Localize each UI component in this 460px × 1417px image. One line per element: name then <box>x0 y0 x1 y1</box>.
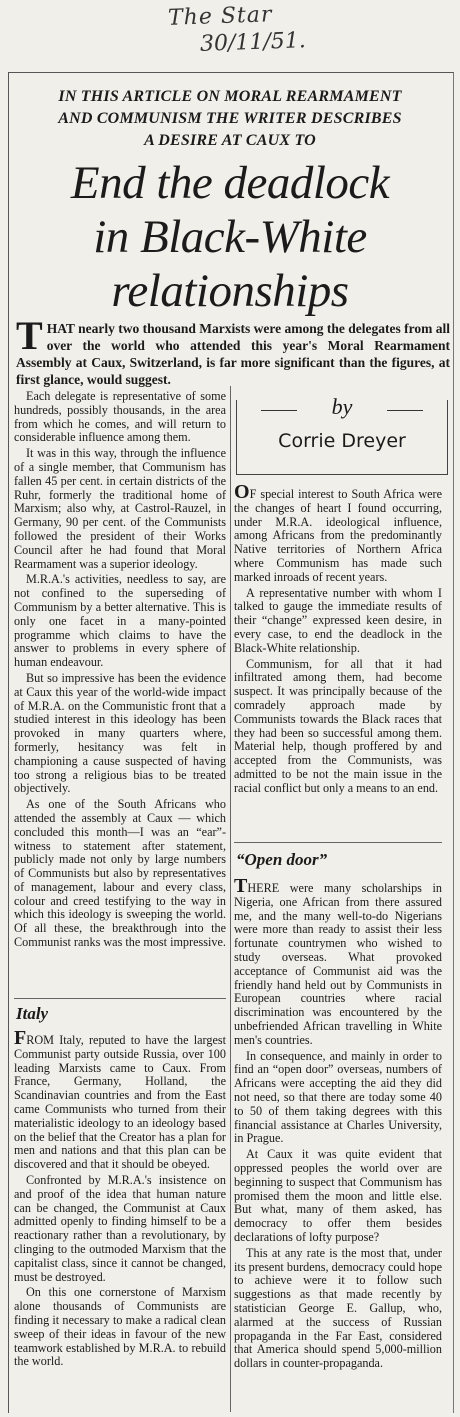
headline-line-1: End the deadlock <box>70 157 390 209</box>
lead-text: HAT nearly two thousand Marxists were among the delegates from all over the world who attended this year's Moral Rearmament Assembly at Caux, Switzerland, is far more significant than the figures, at first glance, would suggest. <box>16 321 450 387</box>
left-paragraph: As one of the South Africans who attended the assembly at Caux — which concluded this month—I was an “ear”-witness to statement after statement, publicly made not only by large numbers of Communists but also by representatives of management, labour and every class, colour and creed testifying to the way in which this ideology is sweeping the world. Of all these, the breakthrough into the Communist ranks was the most impressive. <box>14 797 226 950</box>
left-paragraph: M.R.A.'s activities, needless to say, are not confined to the superseding of Communism by a better alternative. This is only one facet in a many-pointed programme which claims to have the answer to problems in every sphere of human endeavour. <box>14 572 226 670</box>
italy-paragraph: On this one cornerstone of Marxism alone thousands of Communists are finding it necessary to make a radical clean sweep of their ideas in favour of the new teamwork established by M.R.A. to rebuild the world. <box>14 1285 226 1369</box>
open-door-column <box>234 875 442 1373</box>
open-door-paragraph: THERE were many scholarships in Nigeria, one African from there assured me, and the many well-to-do Nigerians were more than ready to assist their less fortunate countrymen who wished to study overseas. What provoked acceptance of Communist aid was the friendly hand held out by Communists in European countries where racial discrimination was encountered by the unbefriended African travelling in White men's countries. <box>234 875 442 1047</box>
open-door-paragraph: This at any rate is the most that, under its present burdens, democracy could hope to achieve were it to follow such suggestions as that made recently by statistician George E. Gallup, who, alarmed at the success of Russian propaganda in the Far East, considered that America should spend 5,000-million dollars in counter-propaganda. <box>234 1245 442 1371</box>
headline-line-3: relationships <box>111 265 349 317</box>
open-door-paragraph: At Caux it was quite evident that oppressed peoples the world over are beginning to suspect that Communism has promised them the moon and little else. But what, many of them asked, has democracy to offer them besides declarations of lofty purpose? <box>234 1147 442 1244</box>
kicker-line-2: AND COMMUNISM THE WRITER DESCRIBES <box>58 110 402 127</box>
italy-column <box>14 1027 226 1371</box>
kicker-line-3: A DESIRE AT CAUX TO <box>144 132 316 149</box>
right-column <box>234 481 442 798</box>
subhead-open-door: “Open door” <box>236 850 328 869</box>
italy-paragraph: FROM Italy, reputed to have the largest Communist party outside Russia, over 100 leading Marxists came to Caux. From France, Germany, Holland, the Scandinavian countries and from the East came Communists who turned from their materialistic ideology to an ideology based on the belief that the Creator has a plan for men and nations and that this plan can be discovered and that it should be obeyed. <box>14 1027 226 1172</box>
left-paragraph: It was in this way, through the influence of a single member, that Communism has fallen 45 per cent. in certain districts of the Ruhr, formerly the traditional home of Marxism; also why, at Castrol-Rauzel, in Germany, 90 per cent. of the Communists followed the president of their Works Council after he had found that Moral Rearmament was a superior ideology. <box>14 446 226 571</box>
byline-rule-right <box>387 410 423 411</box>
byline-by: by <box>331 394 353 419</box>
right-paragraph: Communism, for all that it had infiltrated among them, had become suspect. It was principally because of the comradely approach made by Communists towards the Black races that they had been so successful among them. Material help, though proffered by and accepted from the Communists, was admitted to be not the main issue in the racial conflict but only a means to an end. <box>234 656 442 795</box>
left-paragraph: But so impressive has been the evidence at Caux this year of the world-wide impact of M.R.A. on the Communistic front that a studied interest in this ideology has been provoked in many quarters where, formerly, hesitancy was felt in championing a cause suspected of having too strong a religious bias to be treated objectively. <box>14 670 226 796</box>
right-paragraph: OF special interest to South Africa were the changes of heart I found occurring, under M.R.A. ideological influence, among Africans from the predominantly Native territories of Northern Africa where Communism has made such marked inroads of recent years. <box>234 481 442 584</box>
italy-paragraph: Confronted by M.R.A.'s insistence on and proof of the idea that human nature can be changed, the Communist at Caux admitted openly to finding himself to be a reactionary rather than a revolutionary, by clinging to the outmoded Marxism that the capitalist class, since it cannot be changed, must be destroyed. <box>14 1172 226 1284</box>
lead-dropcap: T <box>16 313 43 358</box>
lead-paragraph <box>16 313 450 388</box>
byline-rule-left <box>261 410 297 411</box>
kicker-line-1: IN THIS ARTICLE ON MORAL REARMAMENT <box>58 88 402 105</box>
rule-above-open-door <box>234 842 442 843</box>
open-door-paragraph: In consequence, and mainly in order to find an “open door” overseas, numbers of Africans were accepting the aid they did not need, so that there are today some 40 to 50 of them taking degrees with this financial assistance at Charles University, in Prague. <box>234 1048 442 1146</box>
column-divider <box>230 386 231 1412</box>
rule-above-italy <box>14 998 226 999</box>
left-paragraph: Each delegate is representative of some hundreds, possibly thousands, in the area from which he comes, and will return to considerable influence among them. <box>14 389 226 445</box>
left-column <box>14 390 226 952</box>
handwritten-date: 30/11/51. <box>199 28 307 57</box>
byline-author: Corrie Dreyer <box>278 430 406 452</box>
headline-line-2: in Black-White <box>93 211 367 263</box>
byline-box <box>236 394 448 475</box>
right-paragraph: A representative number with whom I talked to gauge the immediate results of their “change” expressed keen desire, in every case, to end the deadlock in the Black-White relationship. <box>234 585 442 655</box>
subhead-italy: Italy <box>16 1004 49 1023</box>
handwritten-source: The Star <box>167 2 273 31</box>
